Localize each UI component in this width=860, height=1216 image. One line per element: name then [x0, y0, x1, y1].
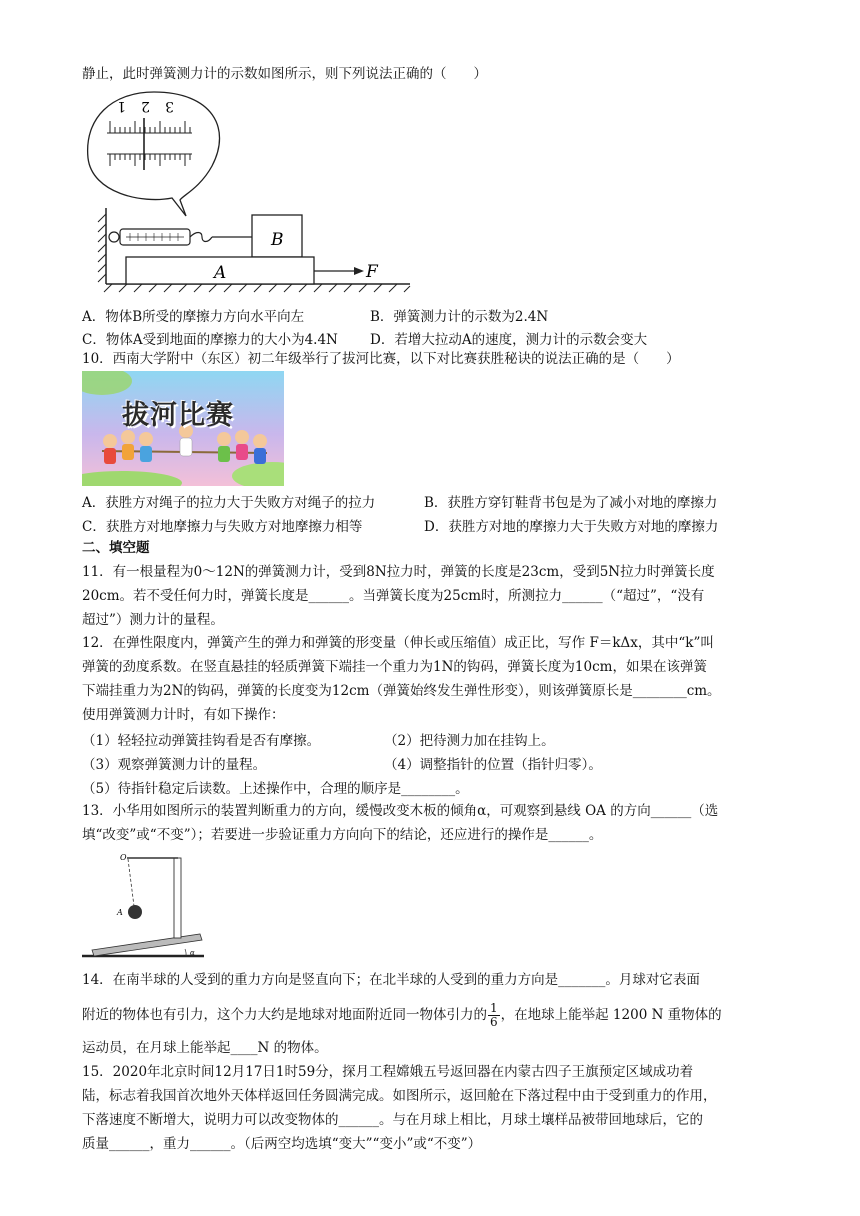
q14-line-3: 运动员，在月球上能举起____N 的物体。 — [82, 1040, 328, 1056]
q10-option-b: B．获胜方穿钉鞋背书包是为了减小对地的摩擦力 — [424, 495, 718, 511]
kids-left — [103, 430, 153, 464]
q15-line-1: 15．2020年北京时间12月17日1时59分，探月工程嫦娥五号返回器在内蒙古四子王旗预定区域成功着 — [82, 1064, 694, 1080]
kids-right — [217, 430, 267, 464]
q9-option-a: A．物体B所受的摩擦力方向水平向左 — [82, 309, 305, 325]
q14-line-2-post: ，在地球上能举起 1200 N 重物体的 — [500, 1007, 722, 1023]
tilted-board — [92, 934, 202, 956]
q9-option-b: B．弹簧测力计的示数为2.4N — [370, 309, 549, 325]
q13-line-1: 13．小华用如图所示的装置判断重力的方向，缓慢改变木板的倾角α，可观察到悬线 OA 的方向______（选 — [82, 803, 719, 819]
label-alpha: α — [190, 949, 195, 957]
q12-line-4: 使用弹簧测力计时，有如下操作： — [82, 707, 285, 723]
force-label: F — [366, 262, 378, 282]
q10-option-d: D．获胜方对地的摩擦力大于失败方对地的摩擦力 — [424, 519, 719, 535]
q15-line-2: 陆，标志着我国首次地外天体样返回任务圆满完成。如图所示，返回舱在下落过程中由于受到重力的作用， — [82, 1088, 717, 1104]
q9-option-d: D．若增大拉动A的速度，测力计的示数会变大 — [370, 332, 648, 348]
q11-line-2: 20cm。若不受任何力时，弹簧长度是______。当弹簧长度为25cm时，所测拉力______（“超过”，“没有 — [82, 588, 705, 604]
q15-line-4: 质量______，重力______。（后两空均选填“变大”“变小”或“不变”） — [82, 1136, 482, 1152]
scale-digit-3: 3 — [165, 98, 174, 114]
q13-line-2: 填“改变”或“不变”）；若要进一步验证重力方向向下的结论，还应进行的操作是______。 — [82, 827, 603, 843]
scale-digit-1: 1 — [117, 98, 126, 114]
q12-line-3: 下端挂重力为2N的钩码，弹簧的长度变为12cm（弹簧始终发生弹性形变），则该弹簧原长是________cm。 — [82, 683, 721, 699]
block-a-label: A — [214, 263, 227, 283]
section-title: 二、填空题 — [82, 540, 150, 556]
q14-line-2-pre: 附近的物体也有引力，这个力大约是地球对地面附近同一物体引力的 — [82, 1007, 487, 1023]
banner-title: 拔河比赛 — [122, 400, 234, 431]
block-b-label: B — [271, 230, 284, 250]
q15-line-3: 下落速度不断增大，说明力可以改变物体的______。与在月球上相比，月球土壤样品被带回地球后，它的 — [82, 1112, 703, 1128]
q10-option-c: C．获胜方对地摩擦力与失败方对地摩擦力相等 — [82, 519, 363, 535]
q12-op-2: （2）把待测力加在挂钩上。 — [384, 733, 555, 749]
scale-hook — [190, 233, 212, 242]
tug-of-war-banner — [82, 371, 284, 486]
q10-stem: 10．西南大学附中（东区）初二年级举行了拔河比赛，以下对比赛获胜秘诀的说法正确的是（ ） — [82, 351, 680, 367]
q12-op-3: （3）观察弹簧测力计的量程。 — [82, 757, 267, 773]
plumb-line — [128, 859, 134, 906]
scale-ring — [109, 232, 119, 242]
q9-stem: 静止，此时弹簧测力计的示数如图所示，则下列说法正确的（ ） — [82, 66, 487, 82]
fraction-one-sixth — [488, 1002, 500, 1029]
q10-option-a: A．获胜方对绳子的拉力大于失败方对绳子的拉力 — [82, 495, 376, 511]
q11-line-3: 超过”）测力计的量程。 — [82, 612, 224, 628]
q12-op-5: （5）待指针稳定后读数。上述操作中，合理的顺序是________。 — [82, 781, 469, 797]
q9-option-c: C．物体A受到地面的摩擦力的大小为4.4N — [82, 332, 338, 348]
q12-op-4: （4）调整指针的位置（指针归零）。 — [384, 757, 602, 773]
q14-line-1: 14．在南半球的人受到的重力方向是竖直向下；在北半球的人受到的重力方向是_______。月球对它表面 — [82, 972, 700, 988]
q12-line-2: 弹簧的劲度系数。在竖直悬挂的轻质弹簧下端挂一个重力为1N的钩码，弹簧长度为10cm，如果在该弹簧 — [82, 659, 707, 675]
plumb-line-figure — [82, 852, 207, 964]
q12-op-1: （1）轻轻拉动弹簧挂钩看是否有摩擦。 — [82, 733, 321, 749]
q12-line-1: 12．在弹性限度内，弹簧产生的弹力和弹簧的形变量（伸长或压缩值）成正比，写作 F＝kΔx，其中“k”叫 — [82, 635, 714, 651]
label-a: A — [117, 908, 123, 917]
label-o: O — [120, 853, 127, 862]
q11-line-1: 11．有一根量程为0～12N的弹簧测力计，受到8N拉力时，弹簧的长度是23cm，受到5N拉力时弹簧长度 — [82, 564, 715, 580]
fraction-numerator: 1 — [490, 1001, 498, 1015]
vertical-post — [174, 858, 181, 938]
fraction-denominator: 6 — [490, 1015, 498, 1029]
plumb-bob — [128, 905, 142, 919]
spring-scale-figure — [82, 88, 412, 300]
q14-line-2 — [82, 998, 722, 1032]
scale-digit-2: 2 — [141, 98, 150, 114]
